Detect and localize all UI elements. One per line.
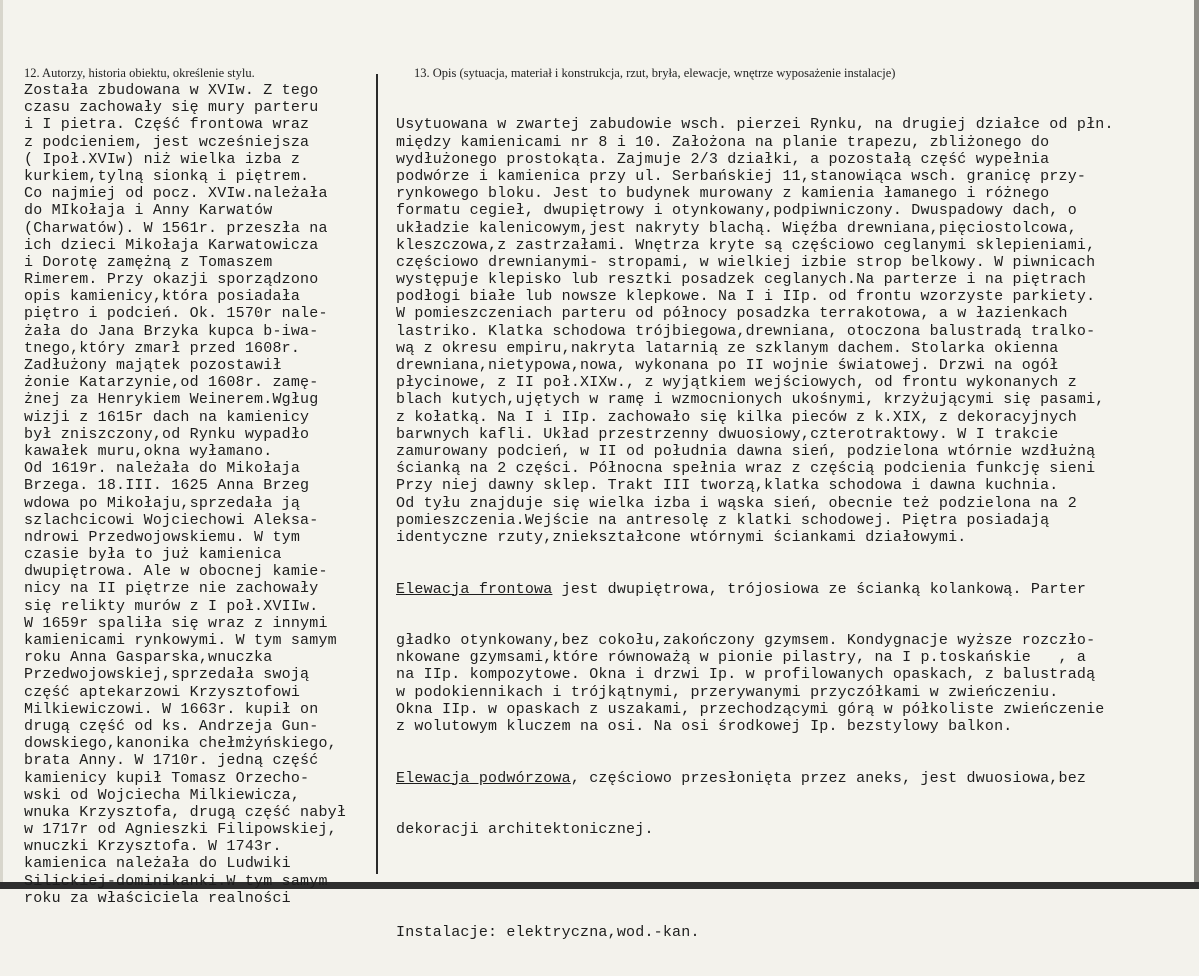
history-line: żała do Jana Brzyka kupca b-iwa-: [24, 322, 319, 340]
history-line: kamienicy kupił Tomasz Orzecho-: [24, 769, 310, 787]
history-line: z podcieniem, jest wcześniejsza: [24, 133, 310, 151]
history-line: ( Ipoł.XVIw) niż wielka izba z: [24, 150, 301, 168]
elewacja-podworzowa-line-1: dekoracji architektonicznej.: [396, 821, 654, 839]
history-line: Zadłużony majątek pozostawił: [24, 357, 282, 374]
history-line: żonie Katarzynie,od 1608r. zamę-: [24, 374, 319, 392]
history-line: nicy na II piętrze nie zachowały: [24, 580, 319, 598]
history-line: kawałek muru,okna wyłamano.: [24, 442, 273, 460]
history-line: ich dzieci Mikołaja Karwatowicza: [24, 236, 319, 254]
description-line: Od tyłu znajduje się wielka izba i wąska sień, obecnie też podzielona na 2: [396, 494, 1077, 512]
description-line: drewniana,nietypowa,nowa, wykonana po II wojnie światowej. Drzwi na ogół: [396, 357, 1059, 375]
description-line: blach kutych,ujętych w ramę i wzmocnionych ukośnymi, krzyżującymi się pasami,: [396, 391, 1105, 409]
history-line: roku za właściciela realności: [24, 889, 291, 907]
section-12-header: 12. Autorzy, historia obiektu, określenie stylu.: [24, 66, 255, 80]
history-line: Milkiewiczowi. W 1663r. kupił on: [24, 700, 319, 718]
history-line: wnuczki Krzysztofa. W 1743r.: [24, 838, 282, 856]
history-line: był zniszczony,od Rynku wypadło: [24, 425, 310, 443]
elewacja-frontowa-line: gładko otynkowany,bez cokołu,zakończony gzymsem. Kondygnacje wyższe rozczło-: [396, 632, 1096, 650]
instalacje-line: Instalacje: elektryczna,wod.-kan.: [396, 924, 700, 942]
elewacja-frontowa-label: Elewacja frontowa: [396, 580, 553, 598]
history-line: Od 1619r. należała do Mikołaja: [24, 460, 301, 478]
history-line: tnego,który zmarł przed 1608r.: [24, 339, 301, 357]
description-line: wydłużonego prostokąta. Zajmuje 2/3 działki, a pozostałą część wypełnia: [396, 150, 1050, 168]
history-line: czasu zachowały się mury parteru: [24, 99, 319, 117]
description-line: rynkowego bloku. Jest to budynek murowany z kamienia łamanego i różnego: [396, 185, 1050, 203]
history-line: Silickiej-dominikanki.W tym samym: [24, 872, 328, 890]
description-line: występuje klepisko lub resztki posadzek ceglanych.Na parterze i na piętrach: [396, 271, 1087, 289]
elewacja-frontowa-line-0: [396, 581, 1186, 598]
description-line: lastriko. Klatka schodowa trójbiegowa,drewniana, otoczona balustradą tralko-: [396, 322, 1096, 340]
history-line: Rimerem. Przy okazji sporządzono: [24, 271, 319, 289]
history-line: w 1717r od Agnieszki Filipowskiej,: [24, 821, 337, 839]
history-line: roku Anna Gasparska,wnuczka: [24, 649, 273, 667]
history-line: Została zbudowana w XVIw. Z tego: [24, 82, 319, 99]
card-right-edge: [1194, 0, 1199, 889]
section-13-header: 13. Opis (sytuacja, materiał i konstrukcja, rzut, bryła, elewacje, wnętrze wyposażenie instalacje): [414, 66, 896, 80]
description-line: płycinowe, z II poł.XIXw., z wyjątkiem wejściowych, od frontu wykonanych z: [396, 374, 1077, 392]
description-line: Usytuowana w zwartej zabudowie wsch. pierzei Rynku, na drugiej działce od płn.: [396, 116, 1114, 134]
history-line: opis kamienicy,która posiadała: [24, 288, 301, 306]
history-line: kamienica należała do Ludwiki: [24, 855, 291, 873]
elewacja-podworzowa-label: Elewacja podwórzowa: [396, 769, 571, 787]
description-line: podwórze i kamienica przy ul. Serbańskiej 11,stanowiąca wsch. granicę przy-: [396, 167, 1087, 185]
column-divider: [376, 74, 378, 874]
history-line: dwupiętrowa. Ale w obocnej kamie-: [24, 563, 328, 581]
description-line: barwnych kafli. Układ przestrzenny dwuosiowy,czterotraktowy. W I trakcie: [396, 425, 1059, 443]
history-line: Brzega. 18.III. 1625 Anna Brzeg: [24, 477, 310, 495]
history-line: wizji z 1615r dach na kamienicy: [24, 408, 310, 426]
description-line: układzie kalenicowym,jest nakryty blachą. Więźba drewniana,pięciostolcowa,: [396, 219, 1077, 237]
description-line: częściowo drewnianymi- stropami, w wielkiej izbie strop belkowy. W piwnicach: [396, 253, 1096, 271]
description-line: ścianką na 2 części. Północna spełnia wraz z częścią podcienia funkcję sieni: [396, 460, 1096, 478]
description-line: między kamienicami nr 8 i 10. Założona na planie trapezu, zbliżonego do: [396, 133, 1050, 151]
description-line: Przy niej dawny sklep. Trakt III tworzą,klatka schodowa i dawna kuchnia.: [396, 477, 1059, 495]
history-line: (Charwatów). W 1561r. przeszła na: [24, 219, 328, 237]
history-line: się relikty murów z I poł.XVIIw.: [24, 597, 319, 615]
history-line: wnuka Krzysztofa, drugą część nabył: [24, 803, 347, 821]
history-line: kurkiem,tylną sionką i piętrem.: [24, 167, 310, 185]
history-line: brata Anny. W 1710r. jedną część: [24, 752, 319, 770]
description-line: pomieszczenia.Wejście na antresolę z klatki schodowej. Piętra posiadają: [396, 511, 1050, 529]
elewacja-frontowa-line: nkowane gzymsami,które równoważą w pionie pilastry, na I p.toskańskie , a: [396, 649, 1087, 667]
elewacja-podworzowa-text: , częściowo przesłonięta przez aneks, jest dwuosiowa,bez: [570, 769, 1087, 787]
history-line: część aptekarzowi Krzysztofowi: [24, 683, 301, 701]
history-line: Co najmiej od pocz. XVIw.należała: [24, 185, 328, 203]
elewacja-frontowa-line: w podokiennikach i trójkątnymi, przerywanymi przyczółkami w zwieńczeniu.: [396, 683, 1059, 701]
description-line: wą z okresu empiru,nakryta latarnią ze szklanym dachem. Stolarka okienna: [396, 339, 1059, 357]
elewacja-frontowa-line: z wolutowym kluczem na osi. Na osi środkowej Ip. bezstylowy balkon.: [396, 718, 1013, 736]
history-line: żnej za Henrykiem Weinerem.Wgług: [24, 391, 319, 409]
history-line: wdowa po Mikołaju,sprzedała ją: [24, 494, 301, 512]
description-line: formatu cegieł, dwupiętrowy i otynkowany,podpiwniczony. Dwuspadowy dach, o: [396, 202, 1077, 220]
history-line: czasie była to już kamienica: [24, 546, 282, 564]
description-text: [396, 82, 1186, 976]
description-line: identyczne rzuty,zniekształcone wtórnymi ściankami działowymi.: [396, 528, 967, 546]
description-line: zamurowany podcień, w II od południa dawna sień, podzielona wtórnie wzdłużną: [396, 442, 1096, 460]
description-line: W pomieszczeniach parteru od północy posadzka terrakotowa, a w łazienkach: [396, 305, 1068, 323]
history-line: i I pietra. Część frontowa wraz: [24, 116, 310, 134]
history-line: wski od Wojciecha Milkiewicza,: [24, 786, 301, 804]
history-text: [24, 82, 374, 907]
history-line: ndrowi Przedwojowskiemu. W tym: [24, 528, 301, 546]
history-line: drugą część od ks. Andrzeja Gun-: [24, 717, 319, 735]
description-line: kleszczowa,z zastrzałami. Wnętrza kryte są częściowo ceglanymi sklepieniami,: [396, 236, 1096, 254]
history-line: Przedwojowskiej,sprzedała swoją: [24, 666, 310, 684]
description-line: z kołatką. Na I i IIp. zachowało się kilka pieców z k.XIX, z dekoracyjnych: [396, 408, 1077, 426]
history-line: i Dorotę zamężną z Tomaszem: [24, 253, 273, 271]
history-line: piętro i podcień. Ok. 1570r nale-: [24, 305, 328, 323]
elewacja-frontowa-text: jest dwupiętrowa, trójosiowa ze ścianką kolankową. Parter: [552, 580, 1087, 598]
history-line: W 1659r spaliła się wraz z innymi: [24, 614, 328, 632]
elewacja-frontowa-line: Okna IIp. w opaskach z uszakami, przechodzącymi górą w półkoliste zwieńczenie: [396, 700, 1105, 718]
card-left-edge: [0, 0, 3, 889]
description-line: podłogi białe lub nowsze klepkowe. Na I i IIp. od frontu wzorzyste parkiety.: [396, 288, 1096, 306]
history-line: kamienicami rynkowymi. W tym samym: [24, 632, 337, 649]
elewacja-podworzowa-line-0: [396, 770, 1186, 787]
blank-line: [396, 873, 1186, 890]
history-line: szlachcicowi Wojciechowi Aleksa-: [24, 511, 319, 529]
history-line: dowskiego,kanonika chełmżyńskiego,: [24, 735, 337, 753]
history-line: do MIkołaja i Anny Karwatów: [24, 202, 273, 220]
elewacja-frontowa-line: na IIp. kompozytowe. Okna i drzwi Ip. w profilowanych opaskach, z balustradą: [396, 666, 1096, 684]
